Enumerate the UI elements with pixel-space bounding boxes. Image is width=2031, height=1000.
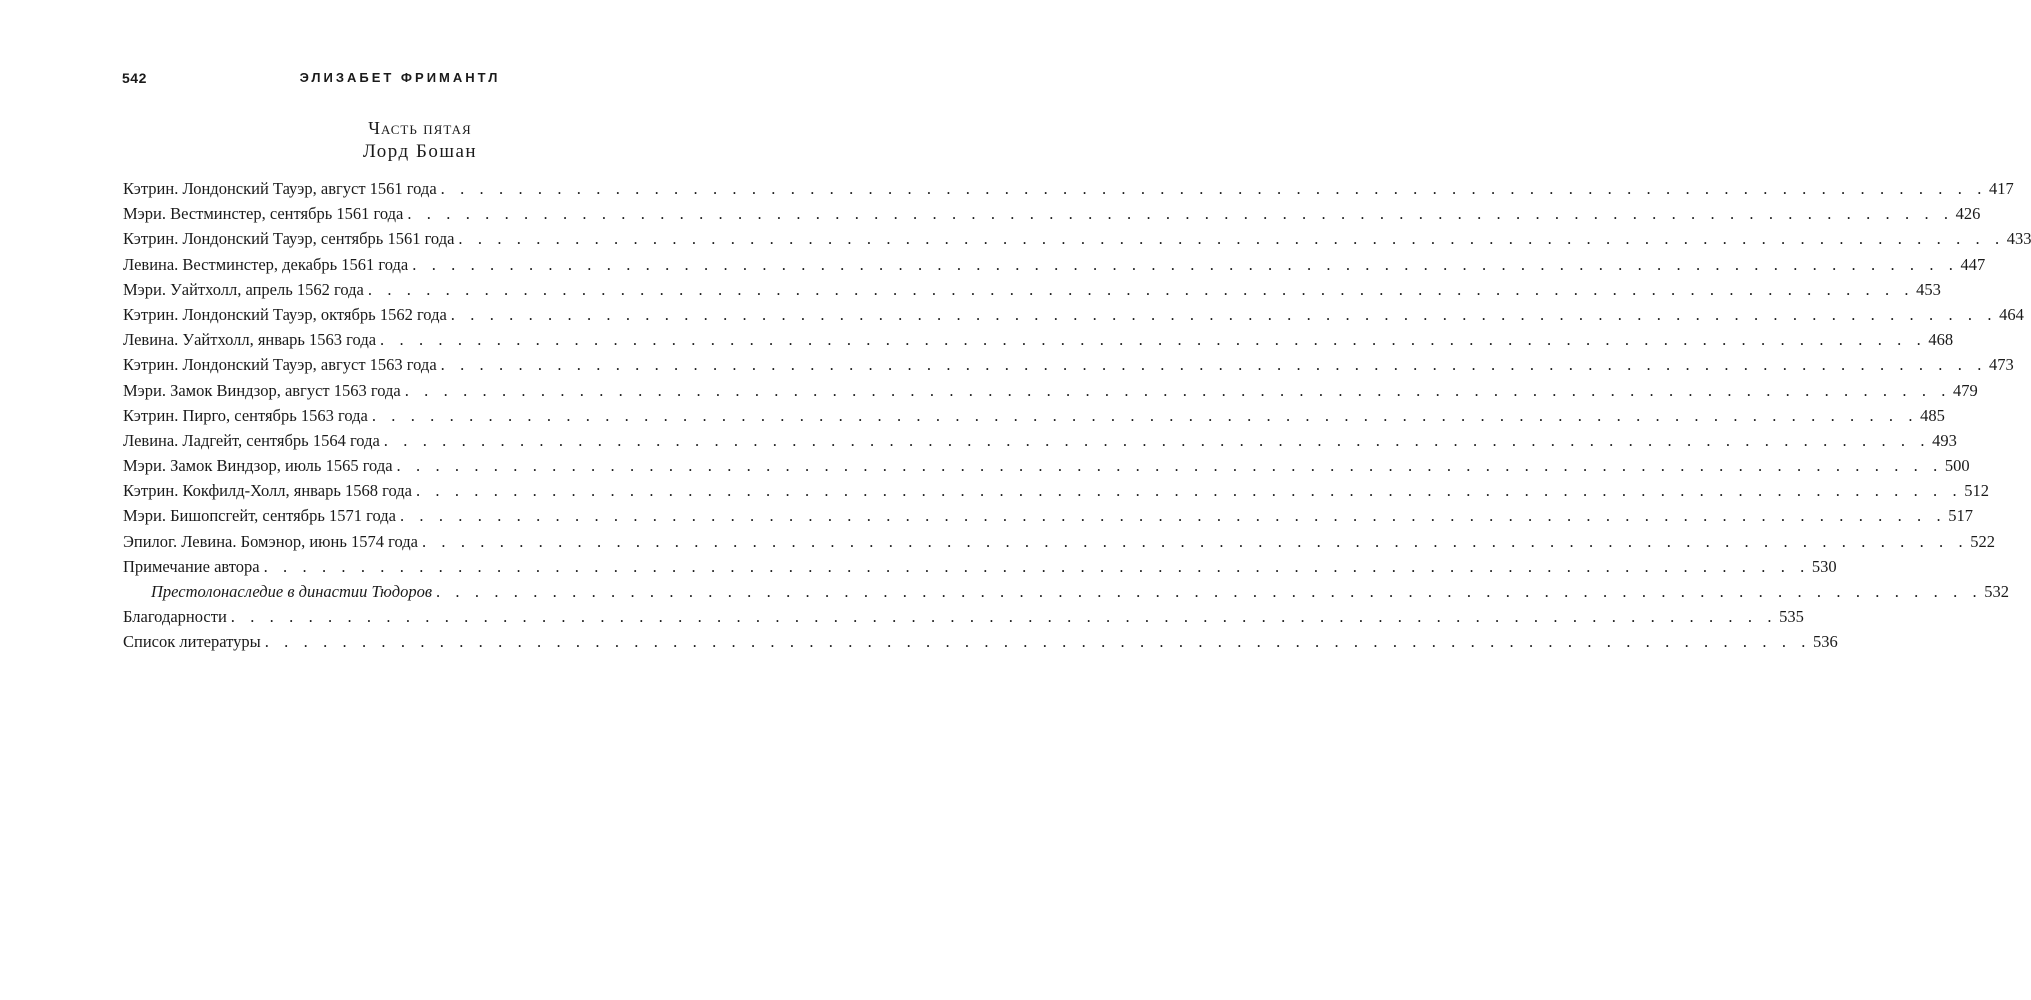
toc-entry[interactable]: [123, 604, 1804, 629]
toc-entry[interactable]: [123, 403, 1945, 428]
table-of-contents: [123, 176, 2031, 655]
toc-entry-title: Мэри. Замок Виндзор, июль 1565 года: [123, 456, 393, 476]
dot-leader: . . . . . . . . . . . . . . . . . . . . . . . . . . . . . . . . . . . . . . . . . . . . . . . . . . . . . . . . . . . . . . . . . . . . . . . . . . . . . . . .: [458, 229, 2005, 249]
toc-entry[interactable]: [123, 428, 1957, 453]
part-heading: [0, 117, 840, 165]
toc-entry-page: 417: [1988, 179, 2014, 198]
toc-entry-page: 433: [2006, 229, 2031, 249]
dot-leader: . . . . . . . . . . . . . . . . . . . . . . . . . . . . . . . . . . . . . . . . . . . . . . . . . . . . . . . . . . . . . . . . . . . . . . . . . . . . . . . .: [435, 582, 1983, 601]
dot-leader: . . . . . . . . . . . . . . . . . . . . . . . . . . . . . . . . . . . . . . . . . . . . . . . . . . . . . . . . . . . . . . . . . . . . . . . . . . . . . . . .: [404, 380, 1951, 400]
toc-entry-page: 473: [1988, 355, 2014, 375]
toc-entry-page: 479: [1953, 380, 1978, 400]
toc-entry-page: 464: [1999, 304, 2024, 324]
toc-entry[interactable]: [123, 554, 1837, 579]
dot-leader: . . . . . . . . . . . . . . . . . . . . . . . . . . . . . . . . . . . . . . . . . . . . . . . . . . . . . . . . . . . . . . . . . . . . . . . . . . . . . . . .: [230, 607, 1778, 627]
toc-entry[interactable]: [123, 378, 1978, 403]
dot-leader: . . . . . . . . . . . . . . . . . . . . . . . . . . . . . . . . . . . . . . . . . . . . . . . . . . . . . . . . . . . . . . . . . . . . . . . . . . . . . . . .: [440, 179, 1987, 198]
toc-entry-page: 536: [1813, 632, 1838, 652]
toc-entry[interactable]: [123, 579, 2010, 604]
dot-leader: . . . . . . . . . . . . . . . . . . . . . . . . . . . . . . . . . . . . . . . . . . . . . . . . . . . . . . . . . . . . . . . . . . . . . . . . . . . . . . . .: [371, 405, 1919, 425]
toc-entry[interactable]: [123, 201, 1981, 226]
toc-entry[interactable]: [123, 277, 1941, 302]
part-title: Лорд Бошан: [362, 141, 478, 162]
toc-entry-title: Левина. Вестминстер, декабрь 1561 года: [123, 254, 409, 274]
dot-leader: . . . . . . . . . . . . . . . . . . . . . . . . . . . . . . . . . . . . . . . . . . . . . . . . . . . . . . . . . . . . . . . . . . . . . . . . . . . . . . . .: [415, 481, 1963, 501]
toc-entry-title: Кэтрин. Кокфилд-Холл, январь 1568 года: [123, 481, 412, 501]
toc-entry-page: 453: [1916, 279, 1941, 299]
toc-entry-title: Благодарности: [123, 607, 227, 627]
dot-leader: . . . . . . . . . . . . . . . . . . . . . . . . . . . . . . . . . . . . . . . . . . . . . . . . . . . . . . . . . . . . . . . . . . . . . . . . . . . . . . . .: [367, 279, 1915, 299]
dot-leader: . . . . . . . . . . . . . . . . . . . . . . . . . . . . . . . . . . . . . . . . . . . . . . . . . . . . . . . . . . . . . . . . . . . . . . . . . . . . . . . .: [412, 254, 1959, 274]
toc-entry-page: 485: [1920, 405, 1945, 425]
toc-entry-title: Мэри. Вестминстер, сентябрь 1561 года: [123, 204, 404, 224]
toc-entry-title: Список литературы: [123, 632, 261, 652]
toc-entry-page: 426: [1955, 204, 1981, 224]
toc-entry[interactable]: [123, 226, 2031, 251]
dot-leader: . . . . . . . . . . . . . . . . . . . . . . . . . . . . . . . . . . . . . . . . . . . . . . . . . . . . . . . . . . . . . . . . . . . . . . . . . . . . . . . .: [396, 456, 1943, 476]
toc-entry-page: 532: [1984, 582, 2010, 601]
dot-leader: . . . . . . . . . . . . . . . . . . . . . . . . . . . . . . . . . . . . . . . . . . . . . . . . . . . . . . . . . . . . . . . . . . . . . . . . . . . . . . . .: [399, 506, 1947, 526]
toc-entry-page: 500: [1944, 456, 1970, 476]
toc-entry-title: Кэтрин. Лондонский Тауэр, октябрь 1562 года: [123, 304, 447, 324]
toc-entry[interactable]: [123, 529, 1995, 554]
toc-entry[interactable]: [123, 478, 1989, 503]
part-label: Часть пятая: [368, 118, 472, 138]
dot-leader: . . . . . . . . . . . . . . . . . . . . . . . . . . . . . . . . . . . . . . . . . . . . . . . . . . . . . . . . . . . . . . . . . . . . . . . . . . . . . . . .: [407, 204, 1954, 224]
toc-entry-title: Мэри. Бишопсгейт, сентябрь 1571 года: [123, 506, 396, 526]
toc-entry-page: 517: [1948, 506, 1973, 526]
toc-entry-title: Кэтрин. Пирго, сентябрь 1563 года: [123, 405, 368, 425]
toc-entry-title: Примечание автора: [123, 556, 260, 576]
dot-leader: . . . . . . . . . . . . . . . . . . . . . . . . . . . . . . . . . . . . . . . . . . . . . . . . . . . . . . . . . . . . . . . . . . . . . . . . . . . . . . . .: [380, 330, 1927, 350]
toc-entry-title: Престолонаследие в династии Тюдоров: [151, 582, 432, 601]
dot-leader: . . . . . . . . . . . . . . . . . . . . . . . . . . . . . . . . . . . . . . . . . . . . . . . . . . . . . . . . . . . . . . . . . . . . . . . . . . . . . . . .: [440, 355, 1987, 375]
toc-entry-page: 468: [1928, 330, 1954, 350]
dot-leader: . . . . . . . . . . . . . . . . . . . . . . . . . . . . . . . . . . . . . . . . . . . . . . . . . . . . . . . . . . . . . . . . . . . . . . . . . . . . . . . .: [263, 556, 1810, 576]
toc-entry-page: 530: [1811, 556, 1837, 576]
toc-entry-title: Левина. Уайтхолл, январь 1563 года: [123, 330, 377, 350]
toc-entry[interactable]: [123, 252, 1986, 277]
toc-entry-title: Эпилог. Левина. Бомэнор, июнь 1574 года: [123, 531, 418, 551]
toc-entry-page: 447: [1960, 254, 1986, 274]
toc-entry[interactable]: [123, 352, 2014, 377]
dot-leader: . . . . . . . . . . . . . . . . . . . . . . . . . . . . . . . . . . . . . . . . . . . . . . . . . . . . . . . . . . . . . . . . . . . . . . . . . . . . . . . .: [383, 430, 1931, 450]
dot-leader: . . . . . . . . . . . . . . . . . . . . . . . . . . . . . . . . . . . . . . . . . . . . . . . . . . . . . . . . . . . . . . . . . . . . . . . . . . . . . . . .: [421, 531, 1969, 551]
running-head: ЭЛИЗАБЕТ ФРИМАНТЛ: [299, 70, 501, 85]
toc-entry-title: Кэтрин. Лондонский Тауэр, сентябрь 1561 года: [123, 229, 455, 249]
toc-entry-page: 493: [1932, 430, 1957, 450]
toc-entry-page: 535: [1779, 607, 1804, 627]
toc-entry[interactable]: [123, 503, 1973, 528]
toc-entry-title: Кэтрин. Лондонский Тауэр, август 1563 года: [123, 355, 437, 375]
toc-entry-title: Мэри. Замок Виндзор, август 1563 года: [123, 380, 401, 400]
toc-entry[interactable]: [123, 629, 1838, 654]
dot-leader: . . . . . . . . . . . . . . . . . . . . . . . . . . . . . . . . . . . . . . . . . . . . . . . . . . . . . . . . . . . . . . . . . . . . . . . . . . . . . . . .: [450, 304, 1998, 324]
toc-entry-title: Кэтрин. Лондонский Тауэр, август 1561 года: [123, 179, 437, 198]
page-number: 542: [122, 70, 147, 86]
toc-entry-page: 522: [1970, 531, 1995, 551]
dot-leader: . . . . . . . . . . . . . . . . . . . . . . . . . . . . . . . . . . . . . . . . . . . . . . . . . . . . . . . . . . . . . . . . . . . . . . . . . . . . . . . .: [264, 632, 1811, 652]
toc-entry[interactable]: [123, 302, 2024, 327]
toc-entry-title: Левина. Ладгейт, сентябрь 1564 года: [123, 430, 380, 450]
toc-entry-page: 512: [1964, 481, 1989, 501]
toc-entry-title: Мэри. Уайтхолл, апрель 1562 года: [123, 279, 364, 299]
toc-entry[interactable]: [123, 327, 1954, 352]
toc-entry[interactable]: [123, 176, 2014, 201]
toc-entry[interactable]: [123, 453, 1970, 478]
